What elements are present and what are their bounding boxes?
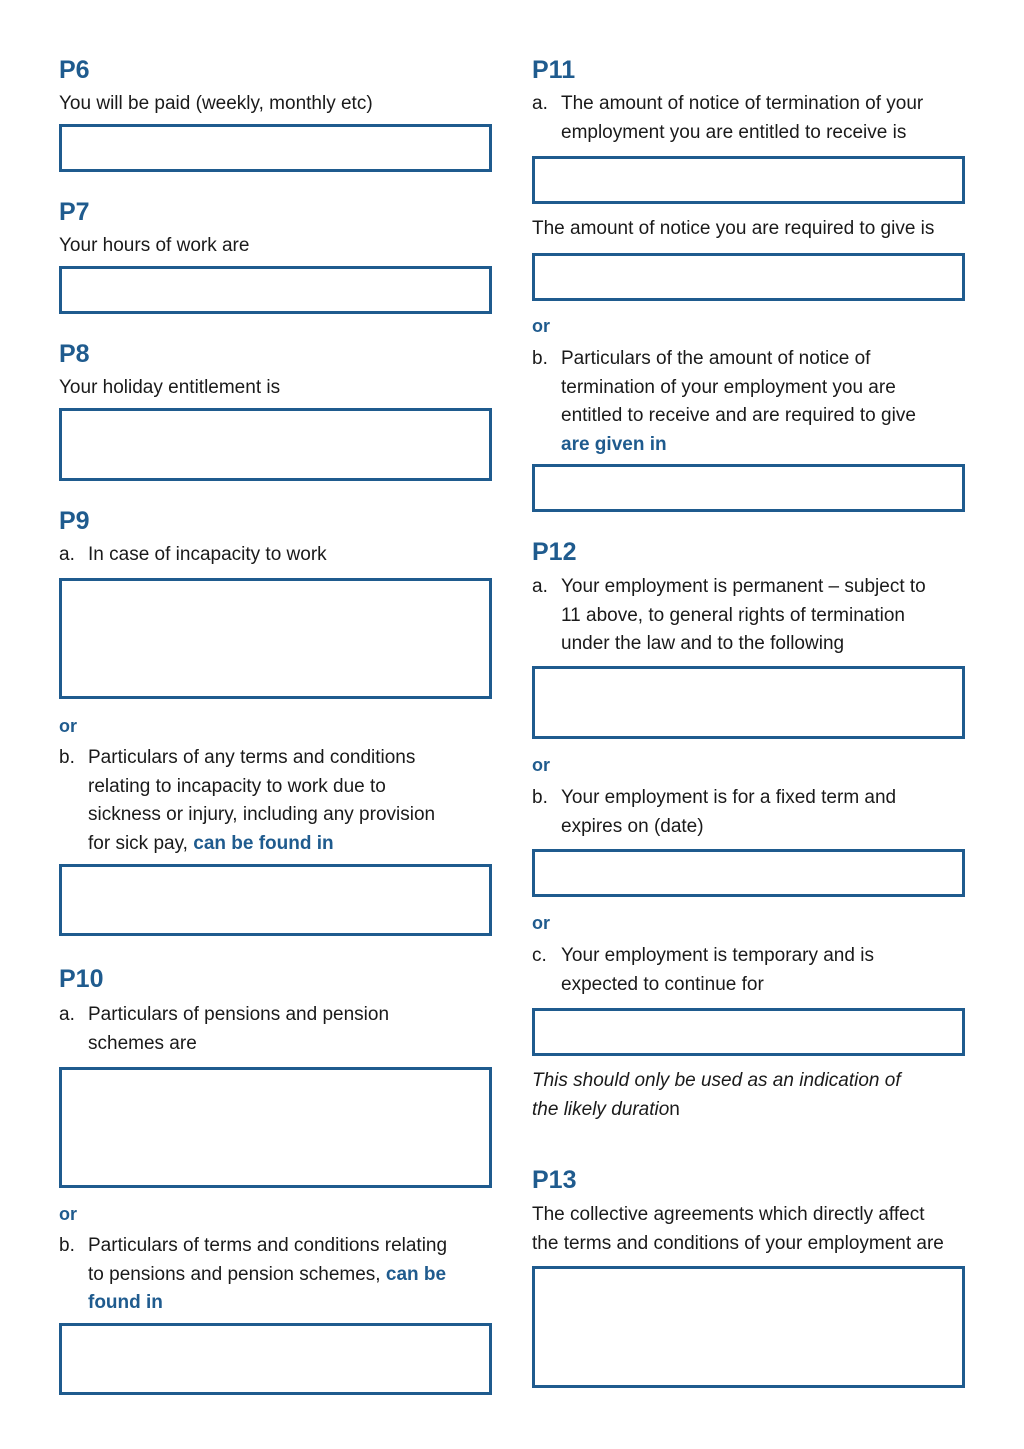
p12a-line-2: 11 above, to general rights of termination	[561, 604, 905, 626]
section-heading-p7: P7	[59, 198, 90, 226]
p6-label: You will be paid (weekly, monthly etc)	[59, 93, 373, 114]
p10a-label	[59, 1001, 389, 1058]
p9a-text: In case of incapacity to work	[88, 544, 327, 565]
p9a-marker: a.	[59, 544, 75, 565]
p12a-line-3: under the law and to the following	[561, 633, 845, 654]
p13-label	[532, 1201, 944, 1258]
section-heading-p8: P8	[59, 340, 90, 368]
p12-note	[532, 1067, 901, 1124]
p12-note-line-2-end: n	[669, 1098, 680, 1120]
p10a-line-2: schemes are	[88, 1032, 197, 1054]
section-heading-p11: P11	[532, 56, 576, 84]
p11a-notice-receive-field[interactable]	[532, 156, 965, 204]
p12a-marker: a.	[532, 576, 548, 597]
p8-label: Your holiday entitlement is	[59, 377, 281, 398]
p12-or-1: or	[532, 755, 550, 775]
section-heading-p13: P13	[532, 1166, 577, 1194]
p9b-line-1: Particulars of any terms and conditions	[88, 747, 416, 768]
p12a-label	[532, 573, 926, 659]
p10a-line-1: Particulars of pensions and pension	[88, 1004, 390, 1025]
p12c-marker: c.	[532, 945, 547, 966]
p10-or: or	[59, 1204, 77, 1224]
p11b-label	[532, 345, 916, 459]
p9b-line-3: sickness or injury, including any provision	[88, 804, 436, 825]
p9b-line-4: for sick pay,	[88, 832, 188, 854]
p8-holiday-entitlement-field[interactable]	[59, 408, 492, 481]
p11b-line-2: termination of your employment you are	[561, 376, 896, 398]
p11b-reference-field[interactable]	[532, 464, 965, 512]
section-heading-p9: P9	[59, 507, 90, 535]
p10b-emphasis-1: can be	[385, 1263, 447, 1285]
p13-line-1: The collective agreements which directly affect	[532, 1204, 925, 1225]
p11-notice-give-field[interactable]	[532, 253, 965, 301]
p11-required-label: The amount of notice you are required to give is	[532, 218, 935, 239]
p9a-label	[59, 541, 327, 570]
p13-collective-agreements-field[interactable]	[532, 1266, 965, 1388]
p12b-line-1: Your employment is for a fixed term and	[561, 787, 897, 808]
p11a-line-1: The amount of notice of termination of your	[561, 93, 924, 114]
p12b-expiry-date-field[interactable]	[532, 849, 965, 897]
p12a-permanent-terms-field[interactable]	[532, 666, 965, 739]
p11b-line-1: Particulars of the amount of notice of	[561, 348, 871, 369]
p10b-marker: b.	[59, 1235, 75, 1256]
p7-hours-of-work-field[interactable]	[59, 266, 492, 314]
section-heading-p6: P6	[59, 56, 90, 84]
p9b-line-2: relating to incapacity to work due to	[88, 775, 386, 797]
p12b-label	[532, 784, 896, 841]
p10b-reference-field[interactable]	[59, 1323, 492, 1395]
p12c-temporary-duration-field[interactable]	[532, 1008, 965, 1056]
p11b-emphasis: are given in	[561, 433, 667, 455]
p10b-emphasis-2: found in	[88, 1292, 163, 1313]
p12b-line-2: expires on (date)	[561, 815, 704, 837]
p12a-line-1: Your employment is permanent – subject to	[561, 576, 926, 597]
p12c-line-2: expected to continue for	[561, 973, 764, 995]
p10b-label	[59, 1232, 447, 1318]
p9b-emphasis: can be found in	[193, 832, 334, 854]
p10b-line-1: Particulars of terms and conditions relating	[88, 1235, 448, 1256]
p10a-pensions-field[interactable]	[59, 1067, 492, 1188]
p6-pay-frequency-field[interactable]	[59, 124, 492, 172]
p9a-incapacity-field[interactable]	[59, 578, 492, 699]
p12c-label	[532, 942, 874, 999]
p9b-marker: b.	[59, 747, 75, 768]
p12-note-line-1: This should only be used as an indication of	[532, 1070, 901, 1091]
p11b-line-3: entitled to receive and are required to give	[561, 405, 916, 426]
section-heading-p10: P10	[59, 965, 104, 993]
p9-or: or	[59, 716, 77, 736]
p9b-reference-field[interactable]	[59, 864, 492, 936]
p10b-line-2: to pensions and pension schemes,	[88, 1263, 381, 1285]
section-heading-p12: P12	[532, 538, 577, 566]
p11a-marker: a.	[532, 93, 548, 114]
p10a-marker: a.	[59, 1004, 75, 1025]
p13-line-2: the terms and conditions of your employment are	[532, 1232, 944, 1254]
p9b-label	[59, 744, 435, 858]
p12b-marker: b.	[532, 787, 548, 808]
p12-note-line-2: the likely duratio	[532, 1098, 670, 1120]
p11b-marker: b.	[532, 348, 548, 369]
p11a-label	[532, 90, 923, 147]
p11-or: or	[532, 316, 550, 336]
p11a-line-2: employment you are entitled to receive is	[561, 121, 907, 143]
p12c-line-1: Your employment is temporary and is	[561, 945, 874, 966]
p12-or-2: or	[532, 913, 550, 933]
p7-label: Your hours of work are	[59, 235, 250, 256]
